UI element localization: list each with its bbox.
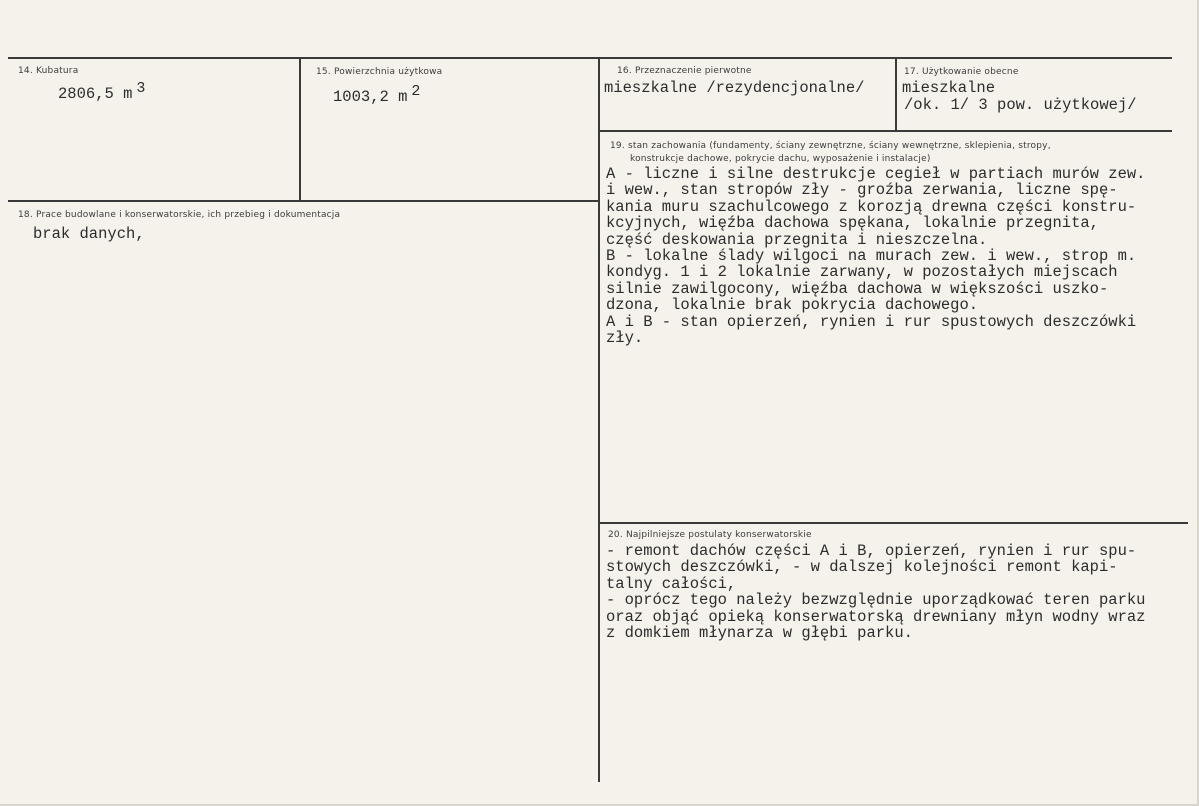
top-rule: [8, 57, 1172, 59]
uzytkowanie-label: 17. Użytkowanie obecne: [904, 67, 1019, 77]
kubatura-label: 14. Kubatura: [18, 66, 79, 76]
divider-14-15: [299, 58, 301, 201]
prace-label: 18. Prace budowlane i konserwatorskie, ich przebieg i dokumentacja: [18, 210, 341, 220]
stan-line: część deskowania przegnita i nieszczelna.: [606, 230, 988, 249]
postulaty-line: z domkiem młynarza w głębi parku.: [606, 624, 913, 643]
stan-label-line2: konstrukcje dachowe, pokrycie dachu, wyposażenie i instalacje): [630, 154, 931, 164]
stan-line: kondyg. 1 i 2 lokalnie zarwany, w pozostałych miejscach: [606, 263, 1118, 282]
stan-label-line1: 19. stan zachowania (fundamenty, ściany zewnętrzne, ściany wewnętrzne, sklepienia, stropy,: [610, 141, 1051, 151]
postulaty-line: stowych deszczówki, - w dalszej kolejności remont kapi-: [606, 558, 1118, 577]
postulaty-line: - remont dachów części A i B, opierzeń, rynien i rur spu-: [606, 542, 1137, 560]
uzytkowanie-line1: mieszkalne: [902, 79, 996, 97]
stan-line: silnie zawilgocony, więźba dachowa w większości uszko-: [606, 279, 1109, 298]
stan-line: A i B - stan opierzeń, rynien i rur spustowych deszczówki: [606, 312, 1137, 331]
postulaty-line: talny całości,: [606, 574, 737, 593]
powierzchnia-number: 1003,2 m: [333, 88, 408, 106]
stan-line: B - lokalne ślady wilgoci na murach zew. i wew., strop m.: [606, 247, 1137, 266]
row1-rule-right: [600, 130, 1172, 132]
divider-16-17: [895, 58, 897, 131]
powierzchnia-exponent: 2: [411, 83, 421, 100]
uzytkowanie-line2: /ok. 1/ 3 pow. użytkowej/: [904, 96, 1137, 114]
row1-rule-left: [8, 200, 600, 202]
prace-value: brak danych,: [33, 225, 145, 243]
postulaty-line: oraz objąć opieką konserwatorską drewniany młyn wodny wraz: [606, 607, 1146, 626]
stan-line: zły.: [606, 329, 644, 348]
postulaty-text: [606, 543, 1146, 641]
postulaty-label: 20. Najpilniejsze postulaty konserwatorskie: [608, 530, 812, 540]
row2-rule-right: [600, 522, 1188, 524]
powierzchnia-value: [333, 83, 421, 107]
stan-text: [606, 166, 1146, 346]
przeznaczenie-label: 16. Przeznaczenie pierwotne: [617, 66, 752, 76]
kubatura-exponent: 3: [136, 80, 146, 97]
stan-line: A - liczne i silne destrukcje cegieł w partiach murów zew.: [606, 165, 1146, 183]
stan-line: i wew., stan stropów zły - groźba zerwania, liczne spę-: [606, 181, 1118, 200]
kubatura-number: 2806,5 m: [58, 85, 133, 103]
stan-line: dzona, lokalnie brak pokrycia dachowego.: [606, 296, 979, 315]
stan-line: kania muru szachulcowego z korozją drewna części konstru-: [606, 197, 1137, 216]
przeznaczenie-value: mieszkalne /rezydencjonalne/: [604, 79, 865, 97]
powierzchnia-label: 15. Powierzchnia użytkowa: [316, 67, 443, 77]
stan-line: kcyjnych, więźba dachowa spękana, lokalnie przegnita,: [606, 214, 1099, 233]
kubatura-value: [58, 80, 146, 104]
postulaty-line: - oprócz tego należy bezwzględnie uporządkować teren parku: [606, 591, 1146, 610]
divider-main: [598, 58, 600, 782]
